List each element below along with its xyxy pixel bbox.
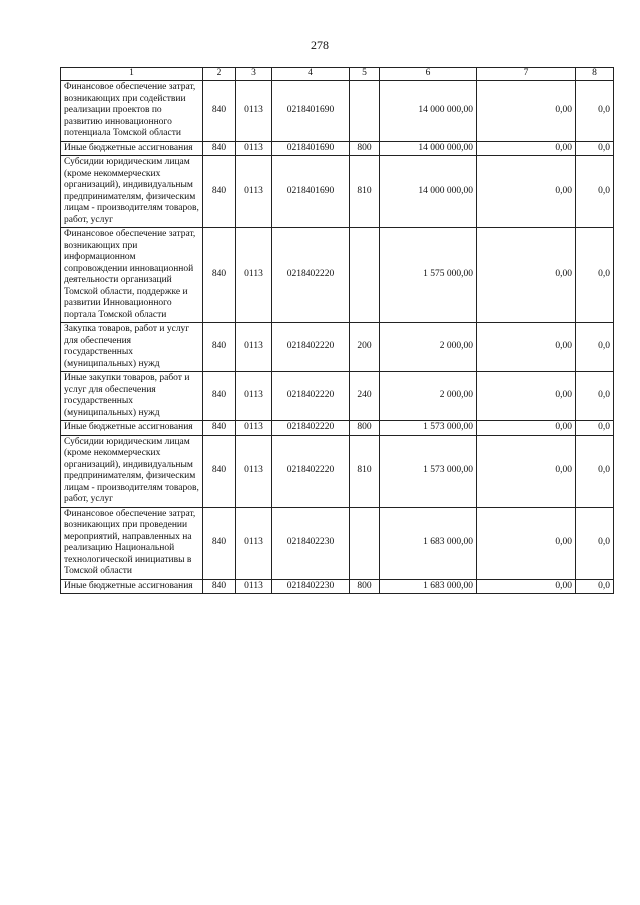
row-target-code: 0218402230 bbox=[272, 507, 350, 579]
row-code: 840 bbox=[203, 579, 236, 594]
row-target-code: 0218401690 bbox=[272, 81, 350, 142]
row-name: Финансовое обеспечение затрат, возникающих при информационном сопровождении инновационной деятельности организаций Томской области, поддержке и развитии Инновационного портала Томской области bbox=[61, 228, 203, 323]
budget-table bbox=[60, 67, 614, 594]
row-amount-2: 0,00 bbox=[477, 421, 576, 436]
table-row bbox=[61, 507, 614, 579]
row-name: Субсидии юридическим лицам (кроме некоммерческих организаций), индивидуальным предпринимателям, физическим лицам - производителям товаров, работ, услуг bbox=[61, 156, 203, 228]
row-amount-2: 0,00 bbox=[477, 141, 576, 156]
column-header: 2 bbox=[203, 68, 236, 81]
row-target-code: 0218402220 bbox=[272, 421, 350, 436]
row-section: 0113 bbox=[236, 421, 272, 436]
row-amount-3: 0,0 bbox=[576, 435, 614, 507]
row-code: 840 bbox=[203, 81, 236, 142]
row-amount: 1 573 000,00 bbox=[380, 421, 477, 436]
column-header: 4 bbox=[272, 68, 350, 81]
page-number: 278 bbox=[311, 38, 329, 52]
row-name: Иные бюджетные ассигнования bbox=[61, 141, 203, 156]
row-amount-2: 0,00 bbox=[477, 81, 576, 142]
row-amount: 1 575 000,00 bbox=[380, 228, 477, 323]
row-target-code: 0218402230 bbox=[272, 579, 350, 594]
row-amount-2: 0,00 bbox=[477, 156, 576, 228]
row-expense-type: 810 bbox=[350, 435, 380, 507]
row-code: 840 bbox=[203, 141, 236, 156]
row-code: 840 bbox=[203, 507, 236, 579]
row-name: Финансовое обеспечение затрат, возникающих при содействии реализации проектов по развитию инновационного потенциала Томской области bbox=[61, 81, 203, 142]
row-expense-type bbox=[350, 81, 380, 142]
column-header: 6 bbox=[380, 68, 477, 81]
row-amount-3: 0,0 bbox=[576, 81, 614, 142]
row-amount: 14 000 000,00 bbox=[380, 156, 477, 228]
row-amount-2: 0,00 bbox=[477, 228, 576, 323]
row-target-code: 0218402220 bbox=[272, 228, 350, 323]
row-code: 840 bbox=[203, 323, 236, 372]
row-section: 0113 bbox=[236, 156, 272, 228]
row-section: 0113 bbox=[236, 435, 272, 507]
table-row bbox=[61, 372, 614, 421]
row-amount-2: 0,00 bbox=[477, 323, 576, 372]
row-amount-3: 0,0 bbox=[576, 421, 614, 436]
table-row bbox=[61, 141, 614, 156]
row-expense-type: 810 bbox=[350, 156, 380, 228]
row-code: 840 bbox=[203, 435, 236, 507]
column-header: 8 bbox=[576, 68, 614, 81]
table-row bbox=[61, 323, 614, 372]
row-target-code: 0218402220 bbox=[272, 435, 350, 507]
table-row bbox=[61, 421, 614, 436]
row-target-code: 0218401690 bbox=[272, 156, 350, 228]
row-expense-type bbox=[350, 228, 380, 323]
row-section: 0113 bbox=[236, 507, 272, 579]
table-row bbox=[61, 156, 614, 228]
row-amount-3: 0,0 bbox=[576, 228, 614, 323]
row-amount-3: 0,0 bbox=[576, 323, 614, 372]
row-section: 0113 bbox=[236, 323, 272, 372]
row-target-code: 0218402220 bbox=[272, 372, 350, 421]
row-amount: 1 573 000,00 bbox=[380, 435, 477, 507]
table-header-row bbox=[61, 68, 614, 81]
row-expense-type: 800 bbox=[350, 141, 380, 156]
row-target-code: 0218402220 bbox=[272, 323, 350, 372]
row-code: 840 bbox=[203, 372, 236, 421]
column-header: 5 bbox=[350, 68, 380, 81]
row-amount-2: 0,00 bbox=[477, 579, 576, 594]
row-amount: 1 683 000,00 bbox=[380, 507, 477, 579]
row-section: 0113 bbox=[236, 372, 272, 421]
row-code: 840 bbox=[203, 421, 236, 436]
row-name: Иные бюджетные ассигнования bbox=[61, 421, 203, 436]
row-expense-type: 200 bbox=[350, 323, 380, 372]
row-section: 0113 bbox=[236, 81, 272, 142]
row-code: 840 bbox=[203, 156, 236, 228]
row-amount-2: 0,00 bbox=[477, 435, 576, 507]
row-amount: 1 683 000,00 bbox=[380, 579, 477, 594]
table-row bbox=[61, 228, 614, 323]
row-amount: 2 000,00 bbox=[380, 372, 477, 421]
row-name: Финансовое обеспечение затрат, возникающих при проведении мероприятий, направленных на реализацию Национальной технологической инициативы в Томской области bbox=[61, 507, 203, 579]
row-amount-2: 0,00 bbox=[477, 507, 576, 579]
row-amount-3: 0,0 bbox=[576, 141, 614, 156]
row-section: 0113 bbox=[236, 579, 272, 594]
table-row bbox=[61, 81, 614, 142]
row-name: Закупка товаров, работ и услуг для обеспечения государственных (муниципальных) нужд bbox=[61, 323, 203, 372]
column-header: 3 bbox=[236, 68, 272, 81]
table-row bbox=[61, 579, 614, 594]
row-expense-type bbox=[350, 507, 380, 579]
column-header: 7 bbox=[477, 68, 576, 81]
column-header: 1 bbox=[61, 68, 203, 81]
row-expense-type: 800 bbox=[350, 421, 380, 436]
row-expense-type: 240 bbox=[350, 372, 380, 421]
table-row bbox=[61, 435, 614, 507]
row-amount: 2 000,00 bbox=[380, 323, 477, 372]
row-section: 0113 bbox=[236, 228, 272, 323]
row-amount-3: 0,0 bbox=[576, 372, 614, 421]
row-section: 0113 bbox=[236, 141, 272, 156]
row-expense-type: 800 bbox=[350, 579, 380, 594]
row-code: 840 bbox=[203, 228, 236, 323]
row-name: Субсидии юридическим лицам (кроме некоммерческих организаций), индивидуальным предпринимателям, физическим лицам - производителям товаров, работ, услуг bbox=[61, 435, 203, 507]
row-amount-3: 0,0 bbox=[576, 507, 614, 579]
row-name: Иные бюджетные ассигнования bbox=[61, 579, 203, 594]
row-amount-2: 0,00 bbox=[477, 372, 576, 421]
row-amount: 14 000 000,00 bbox=[380, 81, 477, 142]
row-target-code: 0218401690 bbox=[272, 141, 350, 156]
row-name: Иные закупки товаров, работ и услуг для обеспечения государственных (муниципальных) нужд bbox=[61, 372, 203, 421]
row-amount: 14 000 000,00 bbox=[380, 141, 477, 156]
row-amount-3: 0,0 bbox=[576, 156, 614, 228]
row-amount-3: 0,0 bbox=[576, 579, 614, 594]
